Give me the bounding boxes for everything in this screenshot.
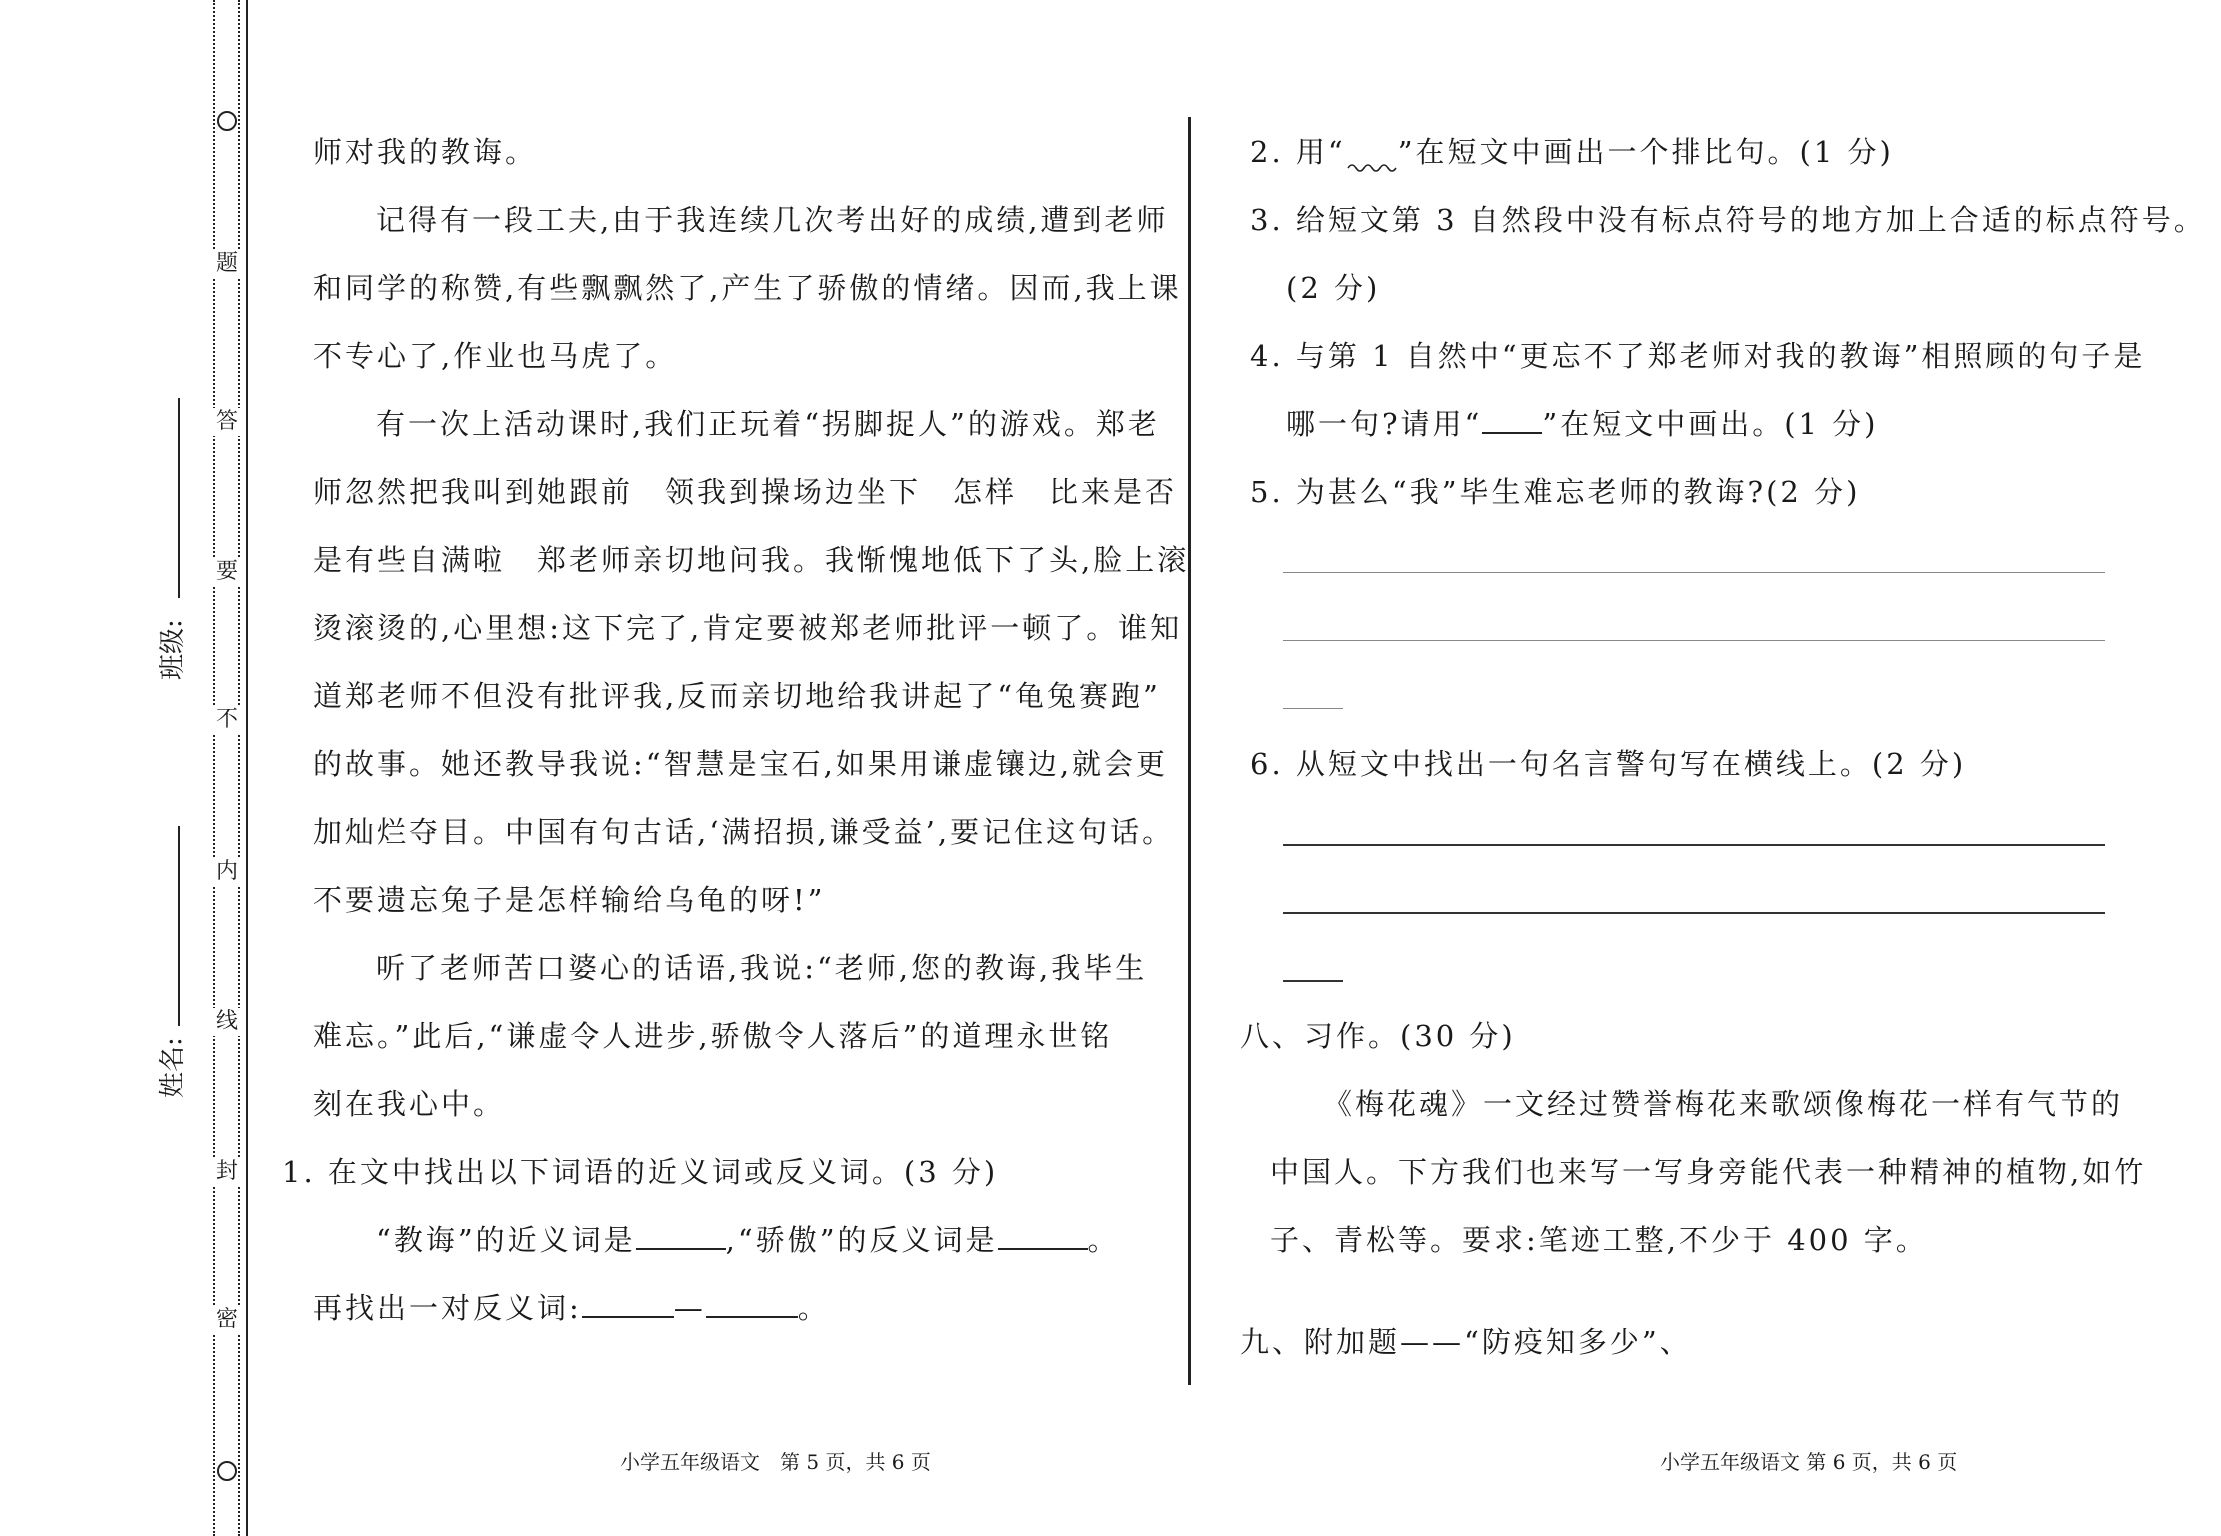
question-2 — [1250, 132, 1894, 172]
q4-text-a: 哪一句?请用“ — [1286, 407, 1483, 441]
seal-circle-bottom — [217, 1461, 237, 1481]
q2-text-b: ”在短文中画出一个排比句。(1 分) — [1397, 135, 1894, 169]
q6-answer-line-1[interactable] — [1283, 844, 2105, 846]
question-6: 6. 从短文中找出一句名言警句写在横线上。(2 分) — [1250, 747, 1967, 781]
passage-line: 听了老师苦口婆心的话语,我说:“老师,您的教诲,我毕生 — [376, 951, 1148, 985]
question-3-line-1: 3. 给短文第 3 自然段中没有标点符号的地方加上合适的标点符号。 — [1250, 203, 2206, 237]
seal-char-feng: 封 — [213, 1158, 241, 1186]
name-label: 姓名: — [158, 1037, 188, 1098]
q1-antonym-blank[interactable] — [998, 1220, 1088, 1250]
q6-answer-line-3[interactable] — [1283, 980, 1343, 982]
q4-text-b: ”在短文中画出。(1 分) — [1542, 407, 1879, 441]
q1-pair-blank-1[interactable] — [582, 1288, 674, 1318]
passage-line: 刻在我心中。 — [313, 1087, 506, 1121]
section-8-prompt-line-2: 中国人。下方我们也来写一写身旁能代表一种精神的植物,如竹 — [1270, 1155, 2147, 1189]
seal-char-da: 答 — [213, 408, 241, 436]
seal-char-yao: 要 — [213, 558, 241, 586]
binding-solid-line — [246, 0, 248, 1536]
passage-line: 和同学的称赞,有些飘飘然了,产生了骄傲的情绪。因而,我上课 — [313, 271, 1182, 305]
section-8-prompt-line-1: 《梅花魂》一文经过赞誉梅花来歌颂像梅花一样有气节的 — [1323, 1087, 2124, 1121]
q2-text-a: 2. 用“ — [1250, 135, 1346, 169]
passage-line: 不要遗忘兔子是怎样输给乌龟的呀!” — [313, 883, 826, 917]
q5-answer-line-2[interactable] — [1283, 640, 2105, 641]
q1-synonym-blank[interactable] — [636, 1220, 726, 1250]
passage-line: 不专心了,作业也马虎了。 — [313, 339, 678, 373]
section-8-prompt-line-3: 子、青松等。要求:笔迹工整,不少于 400 字。 — [1270, 1223, 1928, 1257]
q4-straight-line-sample — [1482, 404, 1542, 434]
q1-dash: — — [673, 1291, 706, 1325]
q2-wavy-line-sample — [1346, 144, 1398, 164]
seal-char-bu: 不 — [213, 706, 241, 734]
question-5: 5. 为甚么“我”毕生难忘老师的教诲?(2 分) — [1250, 475, 1861, 509]
seal-char-nei: 内 — [213, 858, 241, 886]
q1-text-b: ,“骄傲”的反义词是 — [725, 1223, 998, 1257]
q6-answer-line-2[interactable] — [1283, 912, 2105, 914]
seal-circle-top — [217, 111, 237, 131]
page-footer-right: 小学五年级语文 第 6 页，共 6 页 — [1660, 1450, 1958, 1474]
q1-pair-blank-2[interactable] — [706, 1288, 798, 1318]
passage-line: 有一次上活动课时,我们正玩着“拐脚捉人”的游戏。郑老 — [376, 407, 1160, 441]
passage-line: 是有些自满啦 郑老师亲切地问我。我惭愧地低下了头,脸上滚 — [313, 543, 1190, 577]
class-label: 班级: — [158, 619, 188, 680]
class-field-rule — [178, 398, 180, 598]
passage-line: 道郑老师不但没有批评我,反而亲切地给我讲起了“龟兔赛跑” — [313, 679, 1161, 713]
passage-line: 的故事。她还教导我说:“智慧是宝石,如果用谦虚镶边,就会更 — [313, 747, 1169, 781]
q1-text-e: 。 — [797, 1291, 830, 1325]
question-4-line-2 — [1286, 404, 1879, 444]
q1-text-a: “教诲”的近义词是 — [376, 1223, 636, 1257]
passage-line: 加灿烂夺目。中国有句古话,‘满招损,谦受益’,要记住这句话。 — [313, 815, 1175, 849]
q5-answer-line-1[interactable] — [1283, 572, 2105, 573]
column-divider — [1188, 117, 1191, 1385]
passage-line: 难忘。”此后,“谦虚令人进步,骄傲令人落后”的道理永世铭 — [313, 1019, 1113, 1053]
passage-line: 师对我的教诲。 — [313, 135, 538, 169]
q5-answer-line-3[interactable] — [1283, 708, 1343, 709]
seal-char-xian: 线 — [213, 1008, 241, 1036]
passage-line: 记得有一段工夫,由于我连续几次考出好的成绩,遭到老师 — [376, 203, 1169, 237]
seal-char-ti: 题 — [213, 250, 241, 278]
q1-text-c: 。 — [1087, 1223, 1120, 1257]
question-4-line-1: 4. 与第 1 自然中“更忘不了郑老师对我的教诲”相照顾的句子是 — [1250, 339, 2146, 373]
seal-char-mi: 密 — [213, 1306, 241, 1334]
question-1-title: 1. 在文中找出以下词语的近义词或反义词。(3 分) — [282, 1155, 999, 1189]
name-field-rule — [178, 826, 180, 1026]
passage-line: 师忽然把我叫到她跟前 领我到操场边坐下 怎样 比来是否 — [313, 475, 1178, 509]
question-1-line-1 — [376, 1220, 1120, 1260]
section-8-title: 八、习作。(30 分) — [1240, 1019, 1516, 1053]
q1-text-d: 再找出一对反义词: — [313, 1291, 582, 1325]
section-9-title: 九、附加题——“防疫知多少”、 — [1240, 1325, 1692, 1359]
question-3-line-2: (2 分) — [1286, 271, 1381, 305]
question-1-line-2 — [313, 1288, 830, 1328]
passage-line: 烫滚烫的,心里想:这下完了,肯定要被郑老师批评一顿了。谁知 — [313, 611, 1183, 645]
page-footer-left: 小学五年级语文 第 5 页，共 6 页 — [620, 1450, 931, 1474]
